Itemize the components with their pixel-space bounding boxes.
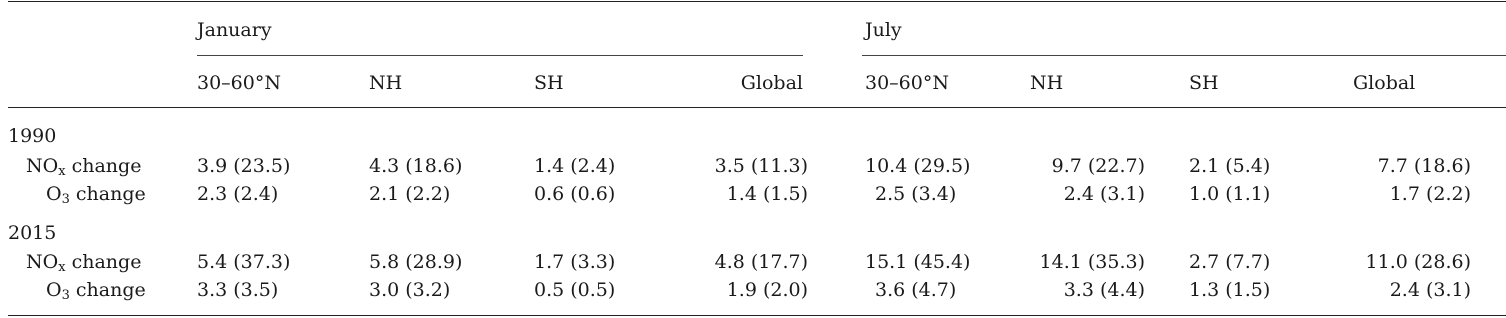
table-cell: 3.3 (3.5) — [197, 279, 279, 301]
col-header: 30–60°N — [865, 72, 949, 94]
row-label-main: O — [46, 183, 62, 205]
table-cell: 3.5 (11.3) — [714, 155, 808, 177]
table-cell: 3.0 (3.2) — [369, 279, 451, 301]
table-cell: 1.7 (2.2) — [1389, 183, 1471, 205]
table-cell: 2.3 (2.4) — [197, 183, 279, 205]
table-cell: 2.7 (7.7) — [1189, 251, 1271, 273]
table-cell: 1.4 (2.4) — [534, 155, 616, 177]
row-label-sub: 3 — [61, 192, 70, 207]
row-label — [26, 155, 141, 177]
col-header: Global — [1353, 72, 1416, 94]
table-cell: 14.1 (35.3) — [1039, 251, 1145, 273]
row-label-rest: change — [69, 279, 146, 301]
table-cell: 5.4 (37.3) — [197, 251, 291, 273]
col-header: Global — [740, 72, 803, 94]
table-cell: 10.4 (29.5) — [865, 155, 971, 177]
row-label-main: O — [46, 279, 62, 301]
table-cell: 0.6 (0.6) — [534, 183, 616, 205]
row-label-rest: change — [65, 155, 142, 177]
section-year: 2015 — [8, 222, 57, 244]
bottom-rule — [8, 315, 1506, 316]
col-header: 30–60°N — [197, 72, 281, 94]
table-cell: 3.6 (4.7) — [875, 279, 957, 301]
row-label — [46, 183, 146, 205]
table-cell: 0.5 (0.5) — [534, 279, 616, 301]
col-header: SH — [534, 72, 564, 94]
table-cell: 2.1 (2.2) — [369, 183, 451, 205]
table-cell: 1.3 (1.5) — [1189, 279, 1271, 301]
row-label-rest: change — [69, 183, 146, 205]
row-label-main: NO — [26, 251, 59, 273]
row-label-sub: x — [58, 164, 66, 179]
row-label-sub: x — [58, 260, 66, 275]
col-header: NH — [369, 72, 403, 94]
table-cell: 2.5 (3.4) — [875, 183, 957, 205]
col-header: NH — [1030, 72, 1064, 94]
table-cell: 2.4 (3.1) — [1063, 183, 1145, 205]
table-cell: 4.8 (17.7) — [714, 251, 808, 273]
row-label-rest: change — [65, 251, 142, 273]
july-group-rule — [862, 55, 1506, 56]
header-rule — [8, 107, 1506, 108]
row-label — [26, 251, 141, 273]
january-group-rule — [197, 55, 803, 56]
table-cell: 15.1 (45.4) — [865, 251, 971, 273]
table-cell: 9.7 (22.7) — [1051, 155, 1145, 177]
table-cell: 11.0 (28.6) — [1365, 251, 1471, 273]
group-header-july: July — [865, 19, 902, 41]
col-header: SH — [1189, 72, 1219, 94]
table-cell: 1.4 (1.5) — [726, 183, 808, 205]
row-label — [46, 279, 146, 301]
table-cell: 3.3 (4.4) — [1063, 279, 1145, 301]
data-table — [8, 0, 1506, 318]
table-cell: 2.4 (3.1) — [1389, 279, 1471, 301]
top-rule — [8, 1, 1506, 2]
table-cell: 1.7 (3.3) — [534, 251, 616, 273]
group-header-january: January — [197, 19, 272, 41]
table-cell: 1.9 (2.0) — [726, 279, 808, 301]
table-cell: 4.3 (18.6) — [369, 155, 463, 177]
section-year: 1990 — [8, 125, 57, 147]
table-cell: 3.9 (23.5) — [197, 155, 291, 177]
table-cell: 2.1 (5.4) — [1189, 155, 1271, 177]
row-label-main: NO — [26, 155, 59, 177]
table-cell: 5.8 (28.9) — [369, 251, 463, 273]
table-cell: 7.7 (18.6) — [1377, 155, 1471, 177]
table-cell: 1.0 (1.1) — [1189, 183, 1271, 205]
row-label-sub: 3 — [61, 288, 70, 303]
